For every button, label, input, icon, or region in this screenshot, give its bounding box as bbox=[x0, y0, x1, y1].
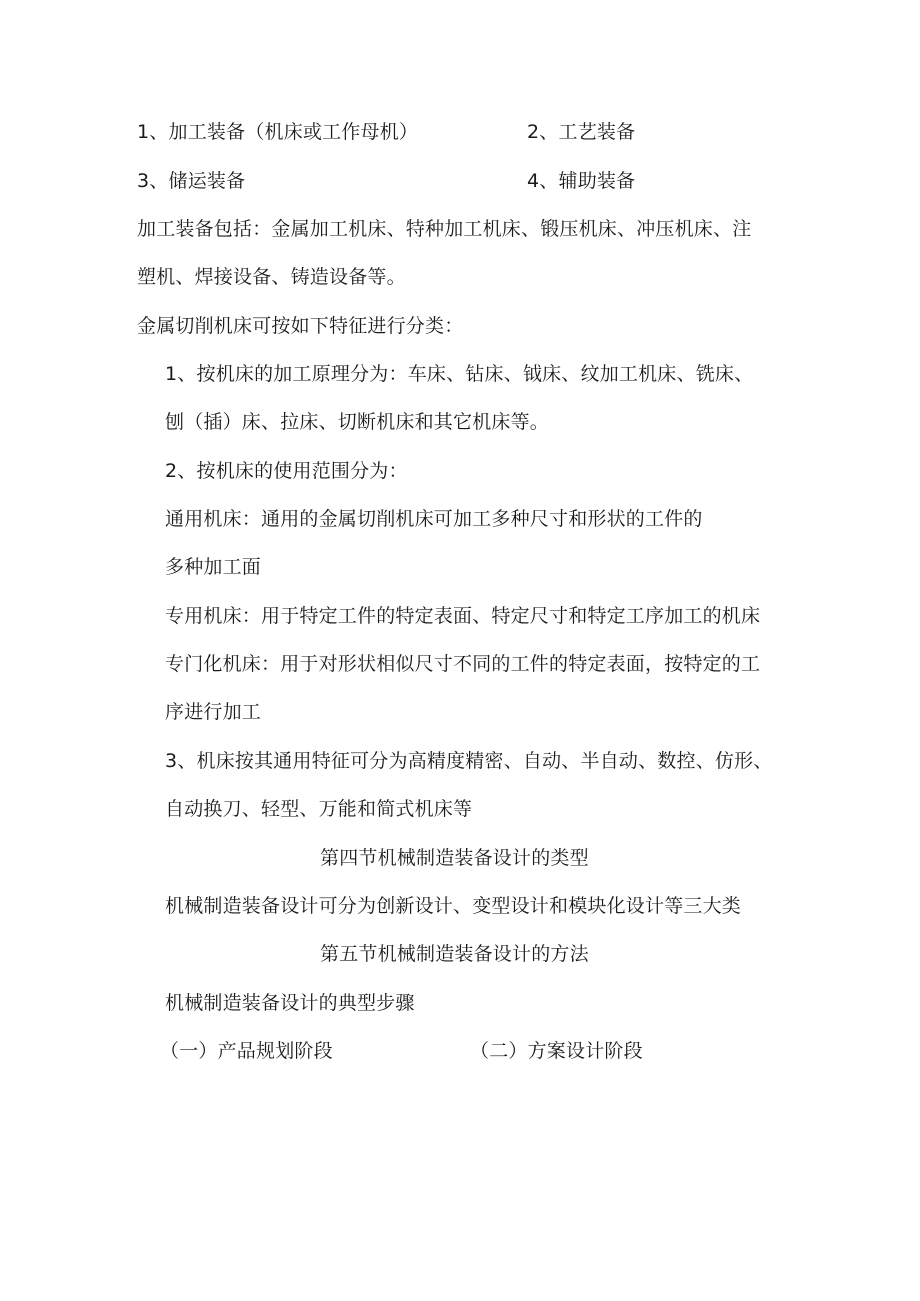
processing-equipment-line-2: 塑机、焊接设备、铸造设备等。 bbox=[137, 266, 406, 288]
section-4-heading: 第四节机械制造装备设计的类型 bbox=[320, 847, 589, 869]
item-1-line-2: 刨（插）床、拉床、切断机床和其它机床等。 bbox=[165, 411, 550, 433]
step-1: （一）产品规划阶段 bbox=[160, 1040, 333, 1062]
special-machine: 专用机床：用于特定工件的特定表面、特定尺寸和特定工序加工的机床 bbox=[165, 605, 761, 627]
category-4: 4、辅助装备 bbox=[527, 170, 636, 192]
specialized-machine-line-2: 序进行加工 bbox=[165, 701, 262, 723]
section-5-heading: 第五节机械制造装备设计的方法 bbox=[320, 943, 589, 965]
general-machine-line-1: 通用机床：通用的金属切削机床可加工多种尺寸和形状的工件的 bbox=[165, 508, 703, 530]
section-5-body: 机械制造装备设计的典型步骤 bbox=[165, 992, 415, 1014]
category-1: 1、加工装备（机床或工作母机） bbox=[137, 121, 419, 143]
item-1-line-1: 1、按机床的加工原理分为：车床、钻床、钺床、纹加工机床、铣床、 bbox=[165, 363, 754, 385]
specialized-machine-line-1: 专门化机床：用于对形状相似尺寸不同的工件的特定表面，按特定的工 bbox=[165, 653, 761, 675]
item-2-title: 2、按机床的使用范围分为： bbox=[165, 460, 408, 482]
classification-intro: 金属切削机床可按如下特征进行分类： bbox=[137, 315, 464, 337]
item-3-line-1: 3、机床按其通用特征可分为高精度精密、自动、半自动、数控、仿形、 bbox=[165, 750, 773, 772]
item-3-line-2: 自动换刀、轻型、万能和简式机床等 bbox=[165, 798, 473, 820]
category-2: 2、工艺装备 bbox=[527, 121, 636, 143]
step-2: （二）方案设计阶段 bbox=[470, 1040, 643, 1062]
general-machine-line-2: 多种加工面 bbox=[165, 556, 262, 578]
processing-equipment-line-1: 加工装备包括：金属加工机床、特种加工机床、锻压机床、冲压机床、注 bbox=[137, 218, 752, 240]
section-4-body: 机械制造装备设计可分为创新设计、变型设计和模块化设计等三大类 bbox=[165, 895, 742, 917]
category-3: 3、储运装备 bbox=[137, 170, 246, 192]
